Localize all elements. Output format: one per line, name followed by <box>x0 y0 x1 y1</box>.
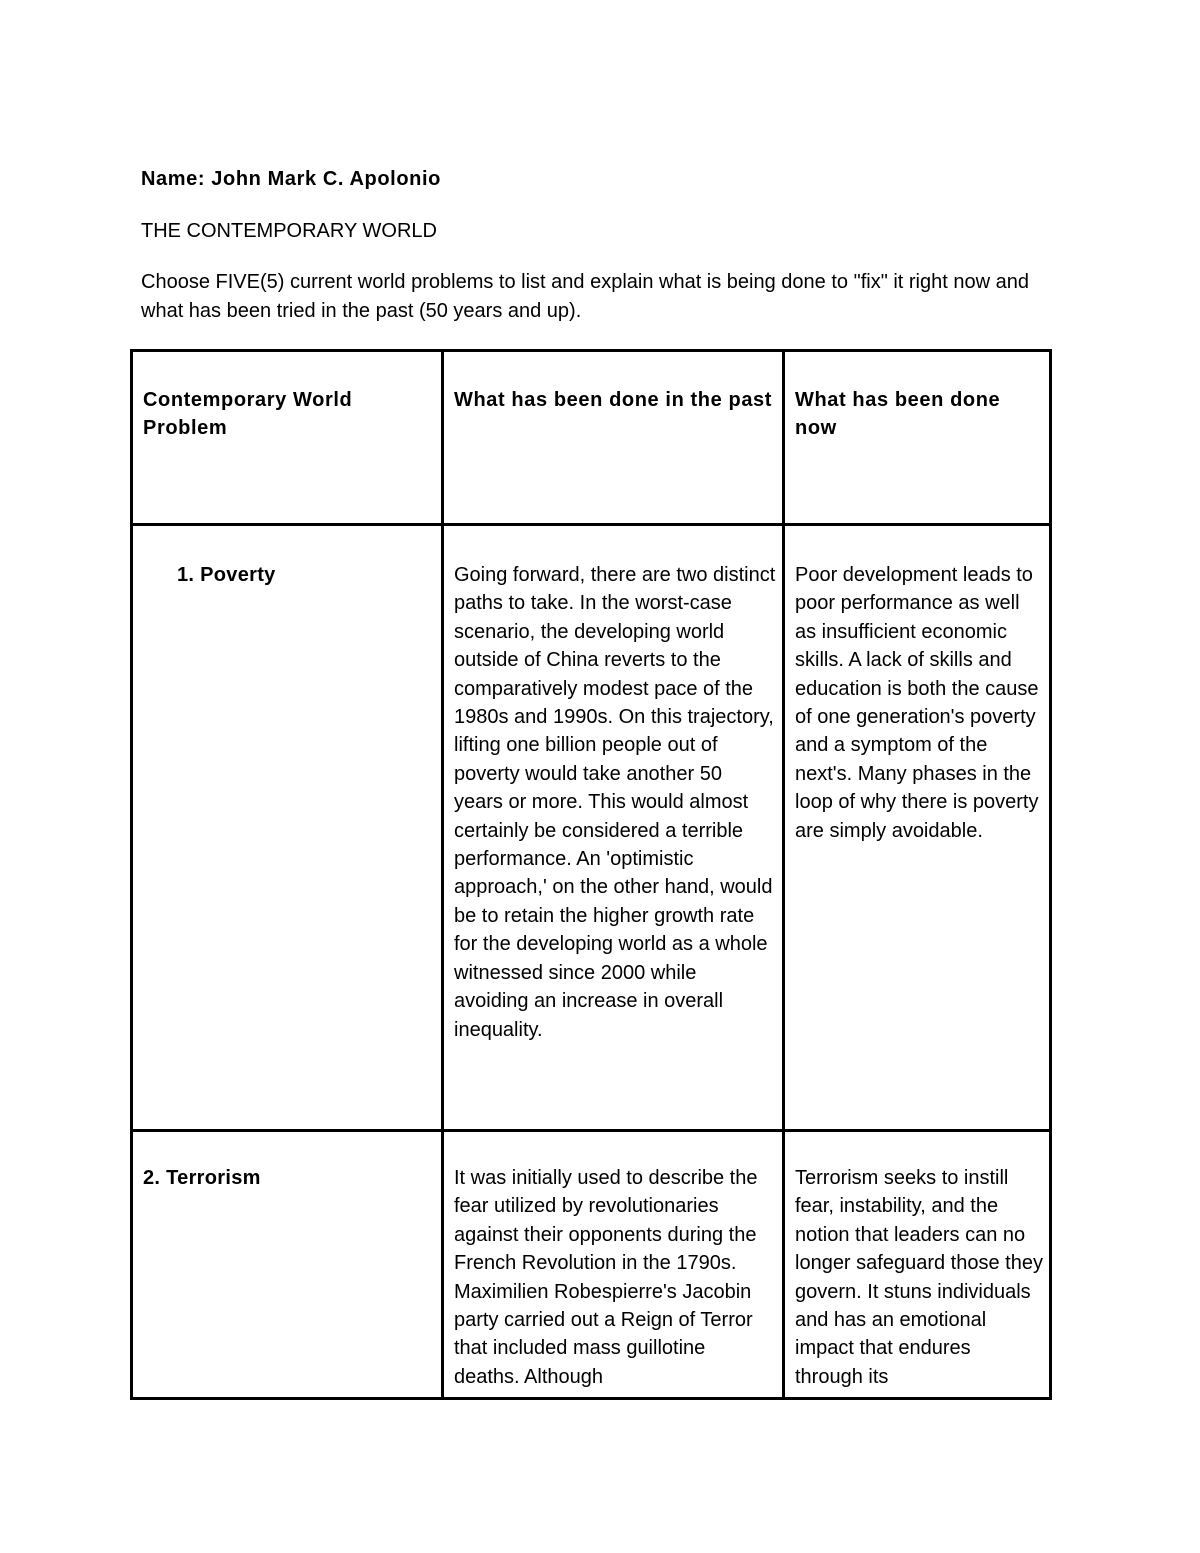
header-now: What has been done now <box>784 351 1051 525</box>
world-problems-table <box>130 349 1052 1400</box>
instructions-text: Choose FIVE(5) current world problems to list and explain what is being done to "fix" it right now and what has been tried in the past (50 years and up). <box>141 271 1029 322</box>
table-row <box>132 1131 1051 1399</box>
past-cell: Going forward, there are two distinct paths to take. In the worst-case scenario, the developing world outside of China reverts to the comparatively modest pace of the 1980s and 1990s. On this trajectory, lifting one billion people out of poverty would take another 50 years or more. This would almost certainly be considered a terrible performance. An 'optimistic approach,' on the other hand, would be to retain the higher growth rate for the developing world as a whole witnessed since 2000 while avoiding an increase in overall inequality. <box>443 525 784 1131</box>
problem-name: 1. Poverty <box>177 564 276 586</box>
table-header-row <box>132 351 1051 525</box>
subject-title: THE CONTEMPORARY WORLD <box>141 220 437 242</box>
student-name: Name: John Mark C. Apolonio <box>141 168 441 190</box>
header-past: What has been done in the past <box>443 351 784 525</box>
problem-cell <box>132 1131 443 1399</box>
header-problem: Contemporary World Problem <box>132 351 443 525</box>
problem-cell <box>132 525 443 1131</box>
table-row <box>132 525 1051 1131</box>
past-cell: It was initially used to describe the fear utilized by revolutionaries against their opponents during the French Revolution in the 1790s. Maximilien Robespierre's Jacobin party carried out a Reign of Terror that included mass guillotine deaths. Although <box>443 1131 784 1399</box>
problem-name: 2. Terrorism <box>143 1167 261 1189</box>
now-cell: Poor development leads to poor performance as well as insufficient economic skills. A lack of skills and education is both the cause of one generation's poverty and a symptom of the next's. Many phases in the loop of why there is poverty are simply avoidable. <box>784 525 1051 1131</box>
now-cell: Terrorism seeks to instill fear, instability, and the notion that leaders can no longer safeguard those they govern. It stuns individuals and has an emotional impact that endures through its <box>784 1131 1051 1399</box>
